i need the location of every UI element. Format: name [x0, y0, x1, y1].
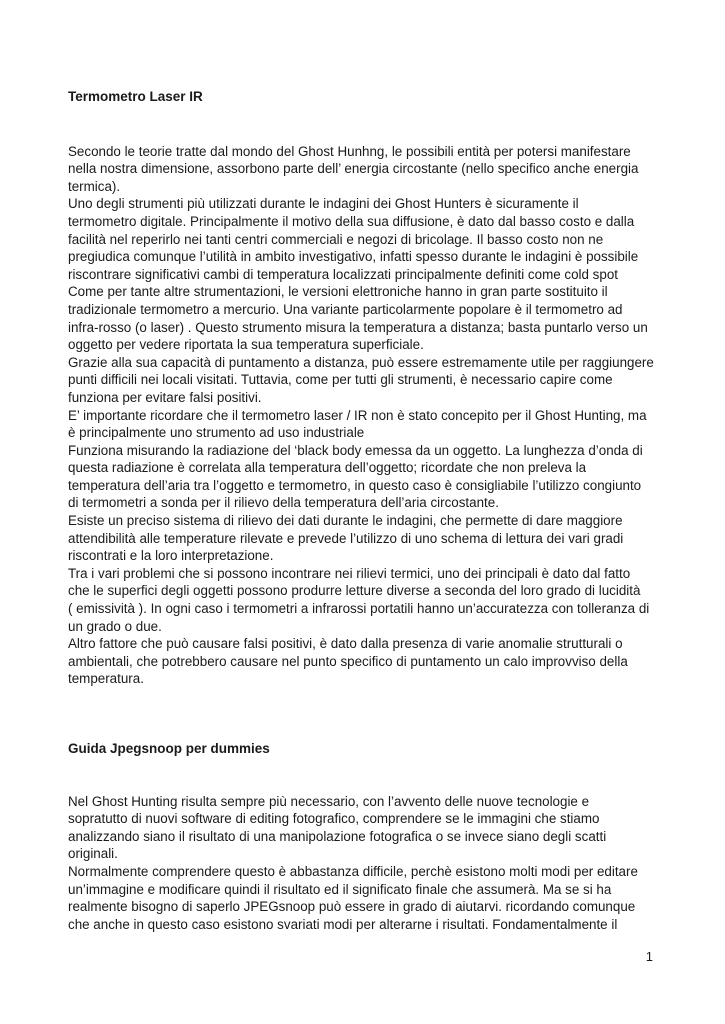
section-body-jpegsnoop [68, 793, 660, 934]
text-line: questa radiazione è correlata alla temperatura dell’oggetto; ricordate che non preleva la [68, 460, 587, 476]
text-line: analizzando siano il risultato di una manipolazione fotografica o se invece siano degli scatti [68, 828, 607, 844]
text-line: Secondo le teorie tratte dal mondo del Ghost Hunhng, le possibili entità per potersi manifestare [68, 143, 631, 159]
text-line: nella nostra dimensione, assorbono parte dell’ energia circostante (nello specifico anche energia [68, 161, 639, 177]
text-line: punti difficili nei locali visitati. Tuttavia, come per tutti gli strumenti, è necessario capire come [68, 372, 613, 388]
text-line: che le superfici degli oggetti possono produrre letture diverse a seconda del loro grado di lucidità [68, 583, 641, 599]
section-body-termometro [68, 143, 660, 688]
text-line: Come per tante altre strumentazioni, le versioni elettroniche hanno in gran parte sostituito il [68, 284, 608, 300]
section-title-termometro: Termometro Laser IR [68, 89, 203, 104]
page-content [68, 88, 660, 933]
text-line: sopratutto di nuovi software di editing fotografico, comprendere se le immagini che stiamo [68, 811, 600, 827]
text-line: temperatura dell’aria tra l’oggetto e termometro, in questo caso è consigliabile l’utilizzo congiunto [68, 477, 642, 493]
text-line: di termometri a sonda per il rilievo della temperatura dell’aria circostante. [68, 495, 499, 511]
text-line: Funziona misurando la radiazione del ‘black body emessa da un oggetto. La lunghezza d’onda di [68, 442, 643, 458]
text-line: funziona per evitare falsi positivi. [68, 389, 262, 405]
page-number: 1 [645, 949, 653, 964]
text-line: originali. [68, 846, 118, 862]
text-line: riscontrare significativi cambi di temperatura localizzati principalmente definiti come cold spot [68, 266, 618, 282]
text-line: temperatura. [68, 671, 144, 687]
text-line: un grado o due. [68, 618, 162, 634]
text-line: un’immagine e modificare quindi il risultato ed il significato finale che assumerà. Ma se si ha [68, 881, 612, 897]
text-line: ambientali, che potrebbero causare nel punto specifico di puntamento un calo improvviso della [68, 653, 628, 669]
text-line: pregiudica comunque l’utilità in ambito investigativo, infatti spesso durante le indagini è possibile [68, 249, 639, 265]
text-line: Altro fattore che può causare falsi positivi, è dato dalla presenza di varie anomalie strutturali o [68, 636, 623, 652]
text-line: termometro digitale. Principalmente il motivo della sua diffusione, è dato dal basso costo e dalla [68, 213, 635, 229]
text-line: oggetto per vedere riportata la sua temperatura superficiale. [68, 337, 424, 353]
text-line: Esiste un preciso sistema di rilievo dei dati durante le indagini, che permette di dare maggiore [68, 513, 623, 529]
text-line: Nel Ghost Hunting risulta sempre più necessario, con l’avvento delle nuove tecnologie e [68, 793, 590, 809]
text-line: facilità nel reperirlo nei tanti centri commerciali e negozi di bricolage. Il basso costo non ne [68, 231, 604, 247]
text-line: è principalmente uno strumento ad uso industriale [68, 425, 365, 441]
text-line: Tra i vari problemi che si possono incontrare nei rilievi termici, uno dei principali è dato dal fatto [68, 565, 631, 581]
text-line: riscontrati e la loro interpretazione. [68, 548, 274, 564]
text-line: E’ importante ricordare che il termometro laser / IR non è stato concepito per il Ghost Hunting, ma [68, 407, 647, 423]
text-line: infra-rosso (o laser) . Questo strumento misura la temperatura a distanza; basta puntarlo verso un [68, 319, 648, 335]
section-title-jpegsnoop: Guida Jpegsnoop per dummies [68, 741, 270, 756]
text-line: attendibilità alle temperature rilevate e prevede l’utilizzo di uno schema di lettura dei vari gradi [68, 530, 624, 546]
text-line: che anche in questo caso esistono svariati modi per alterarne i risultati. Fondamentalmente il [68, 916, 618, 932]
text-line: realmente bisogno di saperlo JPEGsnoop può essere in grado di aiutarvi. ricordando comunque [68, 899, 636, 915]
text-line: Uno degli strumenti più utilizzati durante le indagini dei Ghost Hunters è sicuramente il [68, 196, 579, 212]
text-line: termica). [68, 178, 121, 194]
text-line: tradizionale termometro a mercurio. Una variante particolarmente popolare è il termometro ad [68, 301, 623, 317]
text-line: Grazie alla sua capacità di puntamento a distanza, può essere estremamente utile per raggiungere [68, 354, 654, 370]
text-line: Normalmente comprendere questo è abbastanza difficile, perchè esistono molti modi per editare [68, 863, 638, 879]
text-line: ( emissività ). In ogni caso i termometri a infrarossi portatili hanno un’accuratezza con tolleranza di [68, 601, 650, 617]
